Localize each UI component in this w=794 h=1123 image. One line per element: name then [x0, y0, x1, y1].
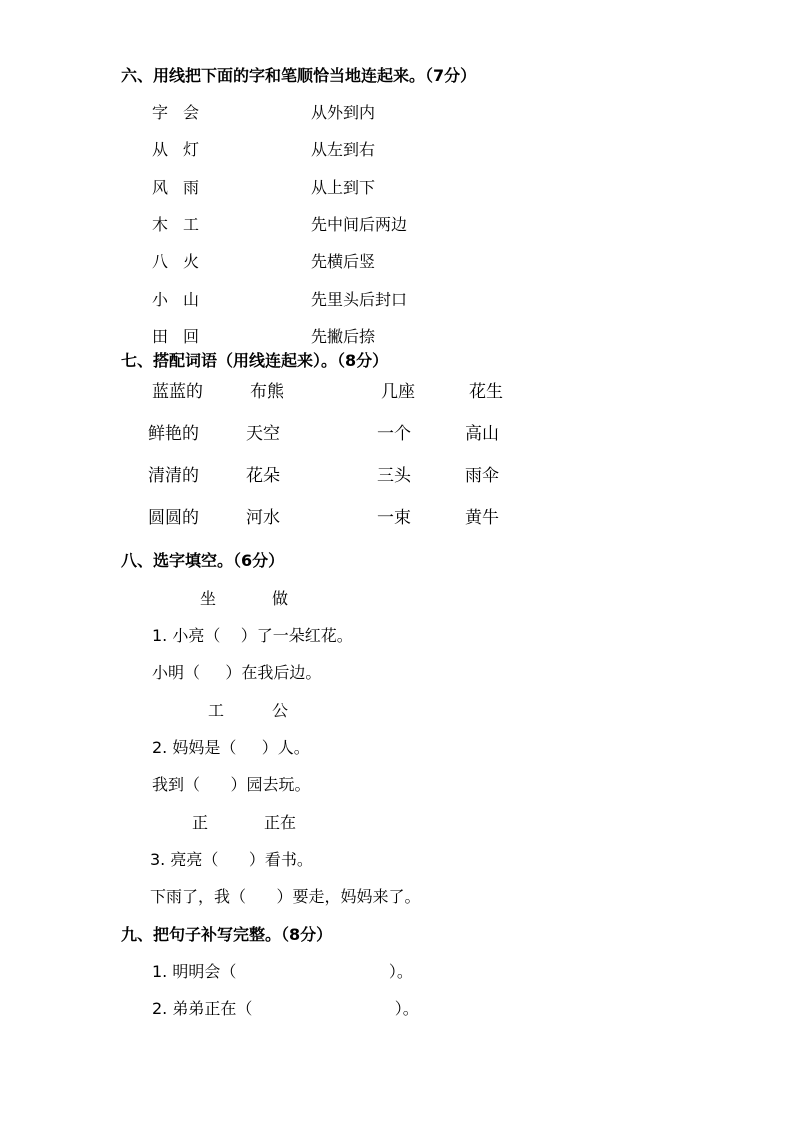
char-pair-4-a: 木	[152, 215, 169, 234]
section-6-title: 六、用线把下面的字和笔顺恰当地连起来。（7分）	[121, 66, 477, 85]
char-pair-5-b: 火	[183, 252, 200, 271]
fill-line-1-2: 小明（ ）在我后边。	[152, 663, 322, 682]
fill-line-2-2: 我到（ ）园去玩。	[152, 775, 311, 794]
word-3-1: 清清的	[148, 466, 199, 486]
word-3-2: 花朵	[246, 466, 280, 486]
stroke-order-7: 先撇后捺	[311, 327, 376, 346]
word-2-3: 一个	[377, 424, 411, 444]
char-pair-6-a: 小	[152, 290, 169, 309]
word-1-3: 几座	[381, 382, 415, 402]
word-4-4: 黄牛	[465, 508, 499, 528]
stroke-order-5: 先横后竖	[311, 252, 376, 271]
fill-line-2-1: 2. 妈妈是（ ）人。	[152, 738, 310, 757]
word-3-4: 雨伞	[465, 466, 499, 486]
stroke-order-1: 从外到内	[311, 103, 376, 122]
word-2-4: 高山	[465, 424, 499, 444]
word-4-1: 圆圆的	[148, 508, 199, 528]
word-3-3: 三头	[377, 466, 411, 486]
char-pair-3-b: 雨	[183, 178, 200, 197]
option-2-a: 工	[208, 701, 225, 720]
char-pair-7-b: 回	[183, 327, 200, 346]
char-pair-7-a: 田	[152, 327, 169, 346]
word-2-1: 鲜艳的	[148, 424, 199, 444]
option-3-b: 正在	[264, 813, 297, 832]
char-pair-6-b: 山	[183, 290, 200, 309]
fill-line-3-2: 下雨了，我（ ）要走，妈妈来了。	[150, 887, 421, 906]
stroke-order-4: 先中间后两边	[311, 215, 408, 234]
section-7-title: 七、搭配词语（用线连起来）。（8分）	[121, 351, 389, 370]
char-pair-1-b: 会	[183, 103, 200, 122]
fill-line-1-1: 1. 小亮（ ）了一朵红花。	[152, 626, 353, 645]
option-1-b: 做	[272, 589, 289, 608]
char-pair-5-a: 八	[152, 252, 169, 271]
word-4-2: 河水	[246, 508, 280, 528]
word-1-2: 布熊	[250, 382, 284, 402]
sentence-line-2: 2. 弟弟正在（ ）。	[152, 999, 419, 1018]
word-2-2: 天空	[246, 424, 280, 444]
stroke-order-3: 从上到下	[311, 178, 376, 197]
char-pair-3-a: 风	[152, 178, 169, 197]
char-pair-1-a: 字	[152, 103, 169, 122]
word-1-4: 花生	[469, 382, 503, 402]
fill-line-3-1: 3. 亮亮（ ）看书。	[150, 850, 313, 869]
section-9-title: 九、把句子补写完整。（8分）	[121, 925, 333, 944]
stroke-order-2: 从左到右	[311, 140, 376, 159]
sentence-line-1: 1. 明明会（ ）。	[152, 962, 413, 981]
option-1-a: 坐	[200, 589, 217, 608]
stroke-order-6: 先里头后封口	[311, 290, 408, 309]
option-3-a: 正	[192, 813, 209, 832]
char-pair-2-a: 从	[152, 140, 169, 159]
option-2-b: 公	[272, 701, 289, 720]
word-1-1: 蓝蓝的	[152, 382, 203, 402]
section-8-title: 八、选字填空。（6分）	[121, 551, 285, 570]
char-pair-2-b: 灯	[183, 140, 200, 159]
word-4-3: 一束	[377, 508, 411, 528]
char-pair-4-b: 工	[183, 215, 200, 234]
